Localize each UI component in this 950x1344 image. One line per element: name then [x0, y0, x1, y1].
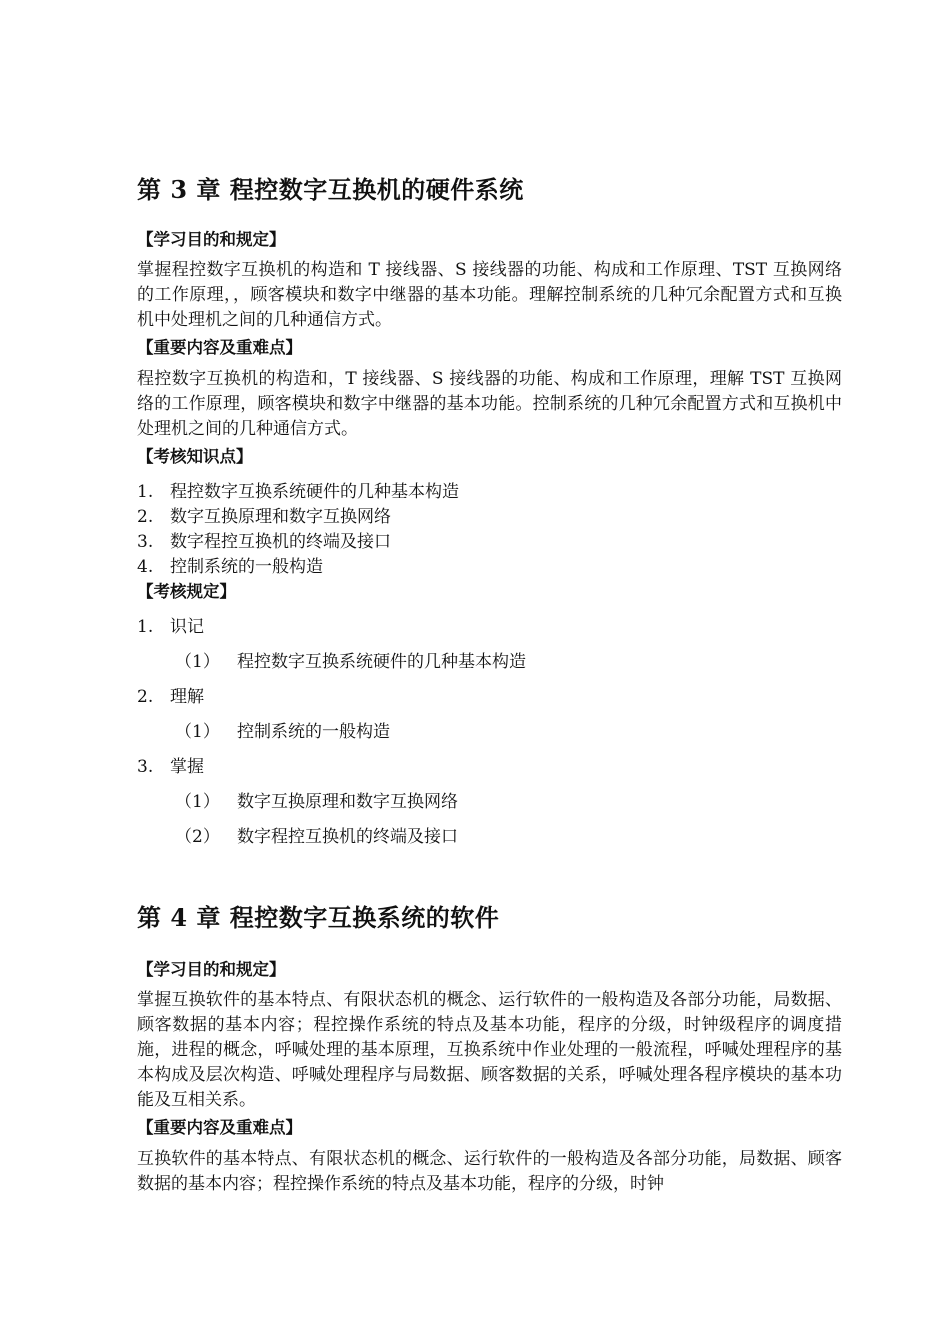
- list-text: 数字程控互换机的终端及接口: [170, 532, 391, 552]
- ch3-requirement-item: [137, 682, 204, 707]
- chapter-3-title: 第 3 章 程控数字互换机的硬件系统: [137, 175, 524, 204]
- list-text: 数字互换原理和数字互换网络: [170, 507, 391, 527]
- list-number: 1.: [137, 482, 154, 502]
- ch3-requirements-heading: 【考核规定】: [137, 582, 236, 601]
- sub-number: （2）: [175, 827, 220, 847]
- ch3-point-item: [137, 477, 459, 502]
- list-text: 理解: [170, 687, 204, 707]
- list-number: 2.: [137, 507, 154, 527]
- ch4-objectives-text: 掌握互换软件的基本特点、有限状态机的概念、运行软件的一般构造及各部分功能，局数据、顾客数据的基本内容；程控操作系统的特点及基本功能，程序的分级，时钟级程序的调度措施，进程的概念，呼喊处理的基本原理，互换系统中作业处理的一般流程，呼喊处理程序的基本构成及层次构造、呼喊处理程序与局数据、顾客数据的关系，呼喊处理各程序模块的基本功能及互相关系。: [137, 990, 842, 1110]
- list-text: 控制系统的一般构造: [170, 557, 323, 577]
- sub-number: （1）: [175, 652, 220, 672]
- sub-text: 程控数字互换系统硬件的几种基本构造: [237, 652, 526, 672]
- ch3-requirement-item: [137, 612, 204, 637]
- ch4-objectives-heading: 【学习目的和规定】: [137, 960, 286, 979]
- ch3-point-item: [137, 502, 391, 527]
- list-number: 3.: [137, 757, 154, 777]
- sub-number: （1）: [175, 792, 220, 812]
- ch3-key-text: 程控数字互换机的构造和，T 接线器、S 接线器的功能、构成和工作原理，理解 TST 互换网络的工作原理，顾客模块和数字中继器的基本功能。控制系统的几种冗余配置方式和互换机中处理机之间的几种通信方式。: [137, 369, 842, 439]
- ch3-objectives-text: 掌握程控数字互换机的构造和 T 接线器、S 接线器的功能、构成和工作原理、TST 互换网络的工作原理，，顾客模块和数字中继器的基本功能。理解控制系统的几种冗余配置方式和互换机中处理机之间的几种通信方式。: [137, 260, 842, 330]
- list-number: 1.: [137, 617, 154, 637]
- sub-number: （1）: [175, 722, 220, 742]
- list-number: 3.: [137, 532, 154, 552]
- list-text: 程控数字互换系统硬件的几种基本构造: [170, 482, 459, 502]
- ch3-requirement-subitem: [175, 647, 526, 672]
- ch4-key-heading: 【重要内容及重难点】: [137, 1118, 302, 1137]
- ch3-objectives-heading: 【学习目的和规定】: [137, 230, 286, 249]
- list-number: 4.: [137, 557, 154, 577]
- ch4-key-text: 互换软件的基本特点、有限状态机的概念、运行软件的一般构造及各部分功能，局数据、顾客数据的基本内容；程控操作系统的特点及基本功能，程序的分级，时钟: [137, 1149, 842, 1194]
- ch3-requirement-subitem: [175, 717, 390, 742]
- ch3-requirement-subitem: [175, 787, 458, 812]
- ch3-requirement-item: [137, 752, 204, 777]
- sub-text: 数字互换原理和数字互换网络: [237, 792, 458, 812]
- ch3-point-item: [137, 527, 391, 552]
- sub-text: 控制系统的一般构造: [237, 722, 390, 742]
- sub-text: 数字程控互换机的终端及接口: [237, 827, 458, 847]
- ch3-requirement-subitem: [175, 822, 458, 847]
- chapter-4-title: 第 4 章 程控数字互换系统的软件: [137, 903, 500, 932]
- list-text: 识记: [170, 617, 204, 637]
- list-text: 掌握: [170, 757, 204, 777]
- ch3-point-item: [137, 552, 323, 577]
- ch3-key-heading: 【重要内容及重难点】: [137, 338, 302, 357]
- ch3-points-heading: 【考核知识点】: [137, 447, 253, 466]
- list-number: 2.: [137, 687, 154, 707]
